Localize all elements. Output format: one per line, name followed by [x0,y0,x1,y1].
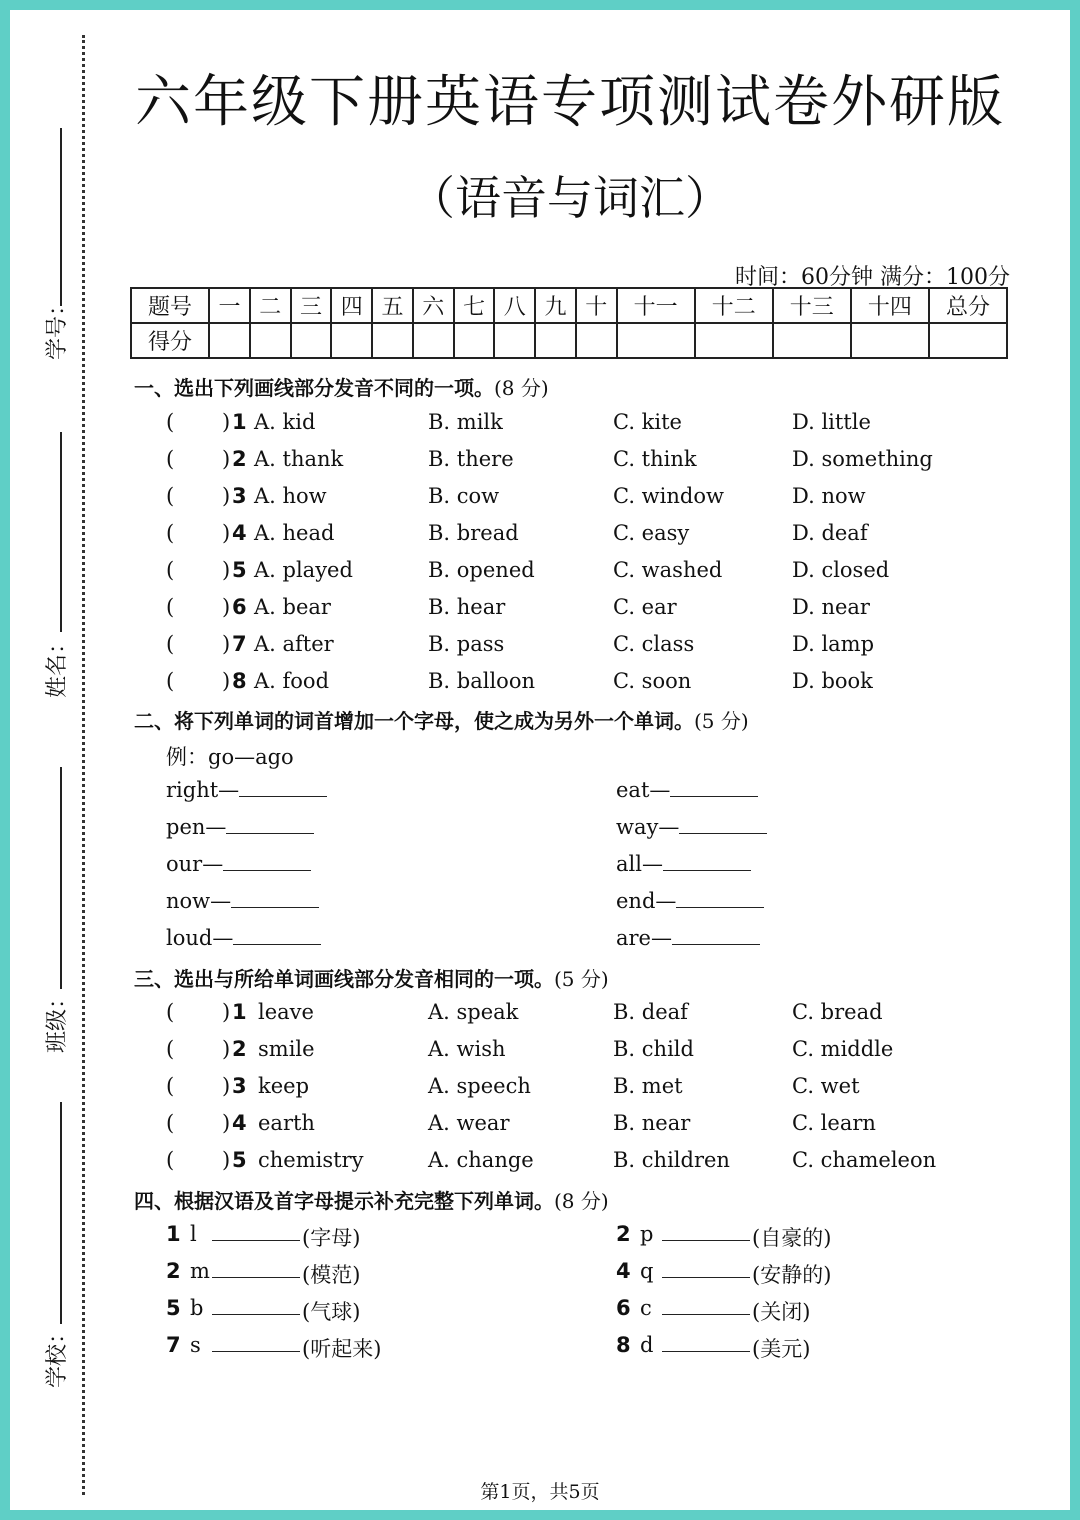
question-word: smile [258,1037,315,1061]
name-label: 姓名： [45,631,70,698]
score-header-cell: 十四 [851,288,929,323]
initial-letter: l [190,1222,197,1246]
exam-page [10,10,1070,1510]
score-input-cell[interactable] [494,323,535,358]
section1-heading [134,372,549,401]
score-header-cell: 七 [454,288,495,323]
question-number: 4 [616,1259,631,1283]
question-word: chemistry [258,1148,364,1172]
answer-paren-open[interactable]: ( [166,669,175,693]
option-c: C. easy [613,521,690,545]
answer-blank[interactable] [672,926,760,945]
answer-paren-open[interactable]: ( [166,558,175,582]
question-number: 4 [232,521,247,545]
option-b: B. milk [428,410,503,434]
option-a: A. bear [254,595,331,619]
score-input-cell[interactable] [535,323,576,358]
answer-paren-open[interactable]: ( [166,1074,175,1098]
page-subtitle: （语音与词汇） [409,171,731,225]
answer-blank[interactable] [212,1259,300,1278]
option-d: D. near [792,595,870,619]
option-d: D. book [792,669,873,693]
chinese-hint: (自豪的) [752,1226,832,1250]
answer-blank[interactable] [676,889,764,908]
word-left-text: pen— [166,815,227,839]
section4-title: 四、根据汉语及首字母提示补充完整下列单词。 [134,1189,554,1213]
word-left [166,815,314,839]
word-right-text: end— [616,889,677,913]
answer-paren-close: ) [222,669,231,693]
option-a: A. speech [428,1074,531,1098]
question-number: 4 [232,1111,247,1135]
option-d: D. something [792,447,933,471]
chinese-hint: (听起来) [302,1337,382,1361]
option-c: C. class [613,632,695,656]
name-line [60,432,62,632]
option-b: B. pass [428,632,505,656]
option-b: B. opened [428,558,535,582]
option-c: C. learn [792,1111,876,1135]
answer-blank[interactable] [226,815,314,834]
answer-paren-open[interactable]: ( [166,1111,175,1135]
option-c: C. kite [613,410,682,434]
score-input-cell[interactable] [617,323,695,358]
score-header-cell: 十 [576,288,617,323]
word-left-text: our— [166,852,224,876]
question-number: 1 [232,410,247,434]
chinese-hint: (字母) [302,1226,361,1250]
question-number: 2 [232,447,247,471]
question-number: 8 [232,669,247,693]
score-input-cell[interactable] [250,323,291,358]
question-number: 2 [232,1037,247,1061]
option-b: B. deaf [613,1000,688,1024]
answer-paren-open[interactable]: ( [166,632,175,656]
option-d: D. little [792,410,871,434]
page-footer: 第1页，共5页 [480,1481,600,1503]
option-a: A. kid [254,410,316,434]
option-b: B. child [613,1037,694,1061]
initial-letter: d [640,1333,654,1357]
score-input-cell[interactable] [331,323,372,358]
question-word: keep [258,1074,310,1098]
answer-blank[interactable] [239,778,327,797]
option-b: B. near [613,1111,691,1135]
score-input-cell[interactable] [413,323,454,358]
section4-heading [134,1185,609,1214]
score-input-cell[interactable] [851,323,929,358]
option-d: D. now [792,484,866,508]
binding-dashed-line [82,35,85,1495]
class-line [60,767,62,989]
score-input-cell[interactable] [695,323,773,358]
score-header-cell: 总分 [929,288,1007,323]
answer-blank[interactable] [662,1222,750,1241]
option-c: C. chameleon [792,1148,937,1172]
answer-blank[interactable] [662,1333,750,1352]
score-header-cell: 一 [209,288,250,323]
answer-blank[interactable] [233,926,321,945]
option-a: A. change [428,1148,534,1172]
word-right-text: way— [616,815,680,839]
score-header-cell: 题号 [131,288,209,323]
score-header-cell: 十二 [695,288,773,323]
question-number: 6 [232,595,247,619]
score-header-cell: 八 [494,288,535,323]
answer-paren-open[interactable]: ( [166,447,175,471]
option-b: B. balloon [428,669,535,693]
option-c: C. ear [613,595,677,619]
answer-blank[interactable] [212,1296,300,1315]
page-title: 六年级下册英语专项测试卷外研版 [135,70,1005,135]
answer-paren-open[interactable]: ( [166,1148,175,1172]
answer-paren-close: ) [222,521,231,545]
section2-heading [134,705,749,734]
option-b: B. bread [428,521,519,545]
answer-paren-close: ) [222,632,231,656]
question-number: 3 [232,484,247,508]
question-number: 7 [232,632,247,656]
example-text: 例：go—ago [166,745,294,769]
option-c: C. window [613,484,724,508]
score-table [130,287,1008,359]
option-a: A. thank [254,447,344,471]
section3-heading [134,963,609,992]
word-right [616,778,758,802]
question-word: earth [258,1111,315,1135]
option-c: C. think [613,447,697,471]
option-a: A. how [254,484,327,508]
answer-paren-open[interactable]: ( [166,595,175,619]
answer-paren-close: ) [222,558,231,582]
answer-paren-close: ) [222,1074,231,1098]
option-d: D. closed [792,558,890,582]
score-row-label: 得分 [131,323,209,358]
answer-blank[interactable] [231,889,319,908]
chinese-hint: (气球) [302,1300,361,1324]
option-d: D. deaf [792,521,868,545]
word-left-text: loud— [166,926,234,950]
answer-blank[interactable] [212,1222,300,1241]
section2-points: (5 分) [694,709,749,733]
answer-blank[interactable] [670,778,758,797]
question-number: 5 [232,1148,247,1172]
option-b: B. children [613,1148,730,1172]
question-number: 5 [232,558,247,582]
word-right-text: are— [616,926,672,950]
initial-letter: m [190,1259,210,1283]
answer-paren-close: ) [222,1111,231,1135]
word-right [616,926,760,950]
option-b: B. cow [428,484,500,508]
answer-paren-close: ) [222,410,231,434]
section4-points: (8 分) [554,1189,609,1213]
answer-blank[interactable] [663,852,751,871]
initial-letter: s [190,1333,201,1357]
word-left [166,778,327,802]
section1-points: (8 分) [494,376,549,400]
answer-paren-close: ) [222,484,231,508]
section2-title: 二、将下列单词的词首增加一个字母，使之成为另外一个单词。 [134,709,694,733]
score-input-cell[interactable] [773,323,851,358]
student-id-label: 学号： [45,293,70,360]
time-score-info: 时间：60分钟 满分：100分 [735,265,1010,290]
question-number: 8 [616,1333,631,1357]
score-input-cell[interactable] [209,323,250,358]
answer-paren-open[interactable]: ( [166,521,175,545]
word-right [616,852,751,876]
score-input-cell[interactable] [454,323,495,358]
option-b: B. met [613,1074,683,1098]
option-a: A. after [254,632,334,656]
question-number: 2 [166,1259,181,1283]
option-b: B. there [428,447,514,471]
school-line [60,1102,62,1324]
option-a: A. speak [428,1000,519,1024]
answer-blank[interactable] [679,815,767,834]
option-a: A. wear [428,1111,510,1135]
option-a: A. wish [428,1037,506,1061]
score-header-cell: 九 [535,288,576,323]
answer-paren-open[interactable]: ( [166,410,175,434]
answer-paren-close: ) [222,1148,231,1172]
question-word: leave [258,1000,314,1024]
answer-paren-close: ) [222,1000,231,1024]
chinese-hint: (安静的) [752,1263,832,1287]
class-label: 班级： [45,986,70,1053]
option-a: A. played [254,558,353,582]
student-id-line [60,128,62,306]
word-left-text: right— [166,778,240,802]
option-c: C. middle [792,1037,894,1061]
initial-letter: p [640,1222,654,1246]
initial-letter: c [640,1296,652,1320]
score-input-cell[interactable] [929,323,1007,358]
initial-letter: b [190,1296,204,1320]
answer-paren-open[interactable]: ( [166,1000,175,1024]
chinese-hint: (模范) [302,1263,361,1287]
score-value-row [131,323,1007,358]
option-a: A. head [254,521,335,545]
option-c: C. wet [792,1074,860,1098]
score-header-cell: 四 [331,288,372,323]
section3-points: (5 分) [554,967,609,991]
section1-title: 一、选出下列画线部分发音不同的一项。 [134,376,494,400]
option-c: C. soon [613,669,692,693]
question-number: 1 [232,1000,247,1024]
answer-blank[interactable] [662,1259,750,1278]
score-header-cell: 十一 [617,288,695,323]
question-number: 5 [166,1296,181,1320]
word-left [166,852,311,876]
option-c: C. washed [613,558,723,582]
chinese-hint: (美元) [752,1337,811,1361]
option-b: B. hear [428,595,506,619]
score-header-cell: 五 [372,288,413,323]
word-right-text: eat— [616,778,671,802]
word-left [166,926,321,950]
option-d: D. lamp [792,632,875,656]
answer-paren-close: ) [222,447,231,471]
question-number: 6 [616,1296,631,1320]
score-header-cell: 十三 [773,288,851,323]
option-a: A. food [254,669,330,693]
answer-paren-open[interactable]: ( [166,1037,175,1061]
section3-title: 三、选出与所给单词画线部分发音相同的一项。 [134,967,554,991]
answer-blank[interactable] [223,852,311,871]
school-label: 学校： [45,1321,70,1388]
score-header-cell: 六 [413,288,454,323]
score-input-cell[interactable] [372,323,413,358]
chinese-hint: (关闭) [752,1300,811,1324]
word-right-text: all— [616,852,663,876]
option-c: C. bread [792,1000,883,1024]
answer-paren-close: ) [222,595,231,619]
word-left [166,889,319,913]
initial-letter: q [640,1259,654,1283]
score-header-cell: 二 [250,288,291,323]
question-number: 7 [166,1333,181,1357]
answer-blank[interactable] [662,1296,750,1315]
score-input-cell[interactable] [291,323,332,358]
score-header-row [131,288,1007,323]
question-number: 1 [166,1222,181,1246]
question-number: 2 [616,1222,631,1246]
word-right [616,889,764,913]
word-left-text: now— [166,889,232,913]
score-input-cell[interactable] [576,323,617,358]
answer-paren-open[interactable]: ( [166,484,175,508]
word-right [616,815,767,839]
question-number: 3 [232,1074,247,1098]
score-header-cell: 三 [291,288,332,323]
answer-blank[interactable] [212,1333,300,1352]
answer-paren-close: ) [222,1037,231,1061]
